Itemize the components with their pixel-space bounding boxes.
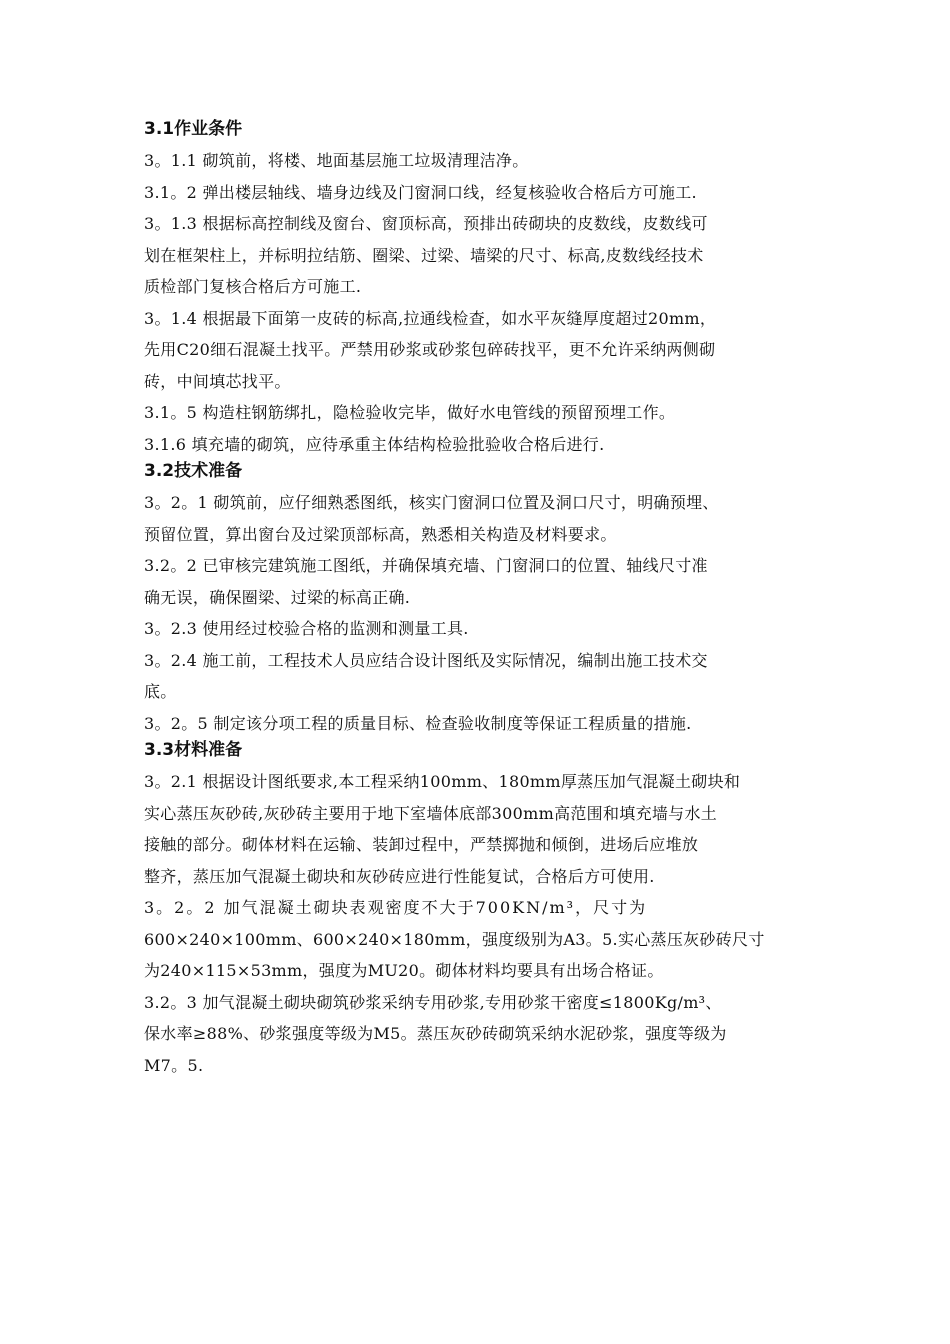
text-line: 3。2.4 施工前，工程技术人员应结合设计图纸及实际情况，编制出施工技术交 xyxy=(144,650,708,670)
text-line: 3.2。3 加气混凝土砌块砌筑砂浆采纳专用砂浆,专用砂浆干密度≤1800Kg/m³、 xyxy=(144,992,722,1012)
text-line: 实心蒸压灰砂砖,灰砂砖主要用于地下室墙体底部300mm高范围和填充墙与水土 xyxy=(144,803,718,823)
paragraph-3-1-5 xyxy=(144,397,808,429)
text-line: 确无误，确保圈梁、过梁的标高正确. xyxy=(144,587,411,607)
text-line: M7。5. xyxy=(144,1055,204,1075)
paragraph-3-1-3 xyxy=(144,208,808,303)
paragraph-3-2-3 xyxy=(144,613,808,645)
paragraph-3-3-2 xyxy=(144,892,808,924)
paragraph-3-2-4 xyxy=(144,645,808,708)
text-line: 接触的部分。砌体材料在运输、装卸过程中，严禁掷抛和倾倒，进场后应堆放 xyxy=(144,835,699,854)
paragraph-3-1-2 xyxy=(144,177,808,209)
text-line: 预留位置，算出窗台及过梁顶部标高，熟悉相关构造及材料要求。 xyxy=(144,524,617,544)
paragraph-3-2-1 xyxy=(144,487,808,550)
text-line: 600×240×100mm、600×240×180mm，强度级别为A3。5.实心蒸压灰砂砖尺寸 xyxy=(144,929,765,949)
text-line: 3。2。1 砌筑前，应仔细熟悉图纸，核实门窗洞口位置及洞口尺寸，明确预埋、 xyxy=(144,493,719,512)
text-line: 底。 xyxy=(144,682,177,701)
paragraph-3-1-1 xyxy=(144,145,808,177)
paragraph-3-2-5 xyxy=(144,708,808,740)
text-line: 3。2。5 制定该分项工程的质量目标、检查验收制度等保证工程质量的措施. xyxy=(144,713,692,733)
text-line: 3。2.3 使用经过校验合格的监测和测量工具. xyxy=(144,619,469,638)
text-line: 先用C20细石混凝土找平。严禁用砂浆或砂浆包碎砖找平，更不允许采纳两侧砌 xyxy=(144,340,716,359)
paragraph-3-1-6 xyxy=(144,429,808,461)
text-line: 为240×115×53mm，强度为MU20。砌体材料均要具有出场合格证。 xyxy=(144,961,664,980)
paragraph-3-1-4 xyxy=(144,303,808,398)
text-line: 3。1.4 根据最下面第一皮砖的标高,拉通线检查，如水平灰缝厚度超过20mm， xyxy=(144,308,717,328)
text-line: 整齐，蒸压加气混凝土砌块和灰砂砖应进行性能复试，合格后方可使用. xyxy=(144,866,655,886)
text-line: 砖，中间填芯找平。 xyxy=(144,371,291,391)
document-body xyxy=(144,118,808,1081)
text-line: 3.1。2 弹出楼层轴线、墙身边线及门窗洞口线，经复核验收合格后方可施工. xyxy=(144,182,697,202)
text-line: 划在框架柱上，并标明拉结筋、圈梁、过梁、墙梁的尺寸、标高,皮数线经技术 xyxy=(144,245,704,265)
paragraph-3-2-2 xyxy=(144,550,808,613)
text-line: 3。2.1 根据设计图纸要求,本工程采纳100mm、180mm厚蒸压加气混凝土砌块和 xyxy=(144,772,741,791)
section-heading-3-2: 3.2技术准备 xyxy=(144,461,243,481)
text-line: 3.1.6 填充墙的砌筑，应待承重主体结构检验批验收合格后进行. xyxy=(144,434,605,454)
paragraph-3-3-2-cont xyxy=(144,924,808,987)
section-heading-3-1: 3.1作业条件 xyxy=(144,119,243,139)
text-line: 质检部门复核合格后方可施工. xyxy=(144,277,362,296)
text-line: 3.1。5 构造柱钢筋绑扎，隐检验收完毕，做好水电管线的预留预埋工作。 xyxy=(144,403,676,422)
text-line: 保水率≥88%、砂浆强度等级为M5。蒸压灰砂砖砌筑采纳水泥砂浆，强度等级为 xyxy=(144,1024,727,1043)
paragraph-3-3-1 xyxy=(144,766,808,892)
text-line: 3。2。2 加气混凝土砌块表观密度不大于700KN/m³，尺寸为 xyxy=(144,898,648,917)
text-line: 3。1.3 根据标高控制线及窗台、窗顶标高，预排出砖砌块的皮数线，皮数线可 xyxy=(144,214,708,233)
text-line: 3。1.1 砌筑前，将楼、地面基层施工垃圾清理洁净。 xyxy=(144,151,529,170)
paragraph-3-3-3 xyxy=(144,987,808,1082)
section-heading-3-3: 3.3材料准备 xyxy=(144,740,243,760)
text-line: 3.2。2 已审核完建筑施工图纸，并确保填充墙、门窗洞口的位置、轴线尺寸准 xyxy=(144,556,708,575)
